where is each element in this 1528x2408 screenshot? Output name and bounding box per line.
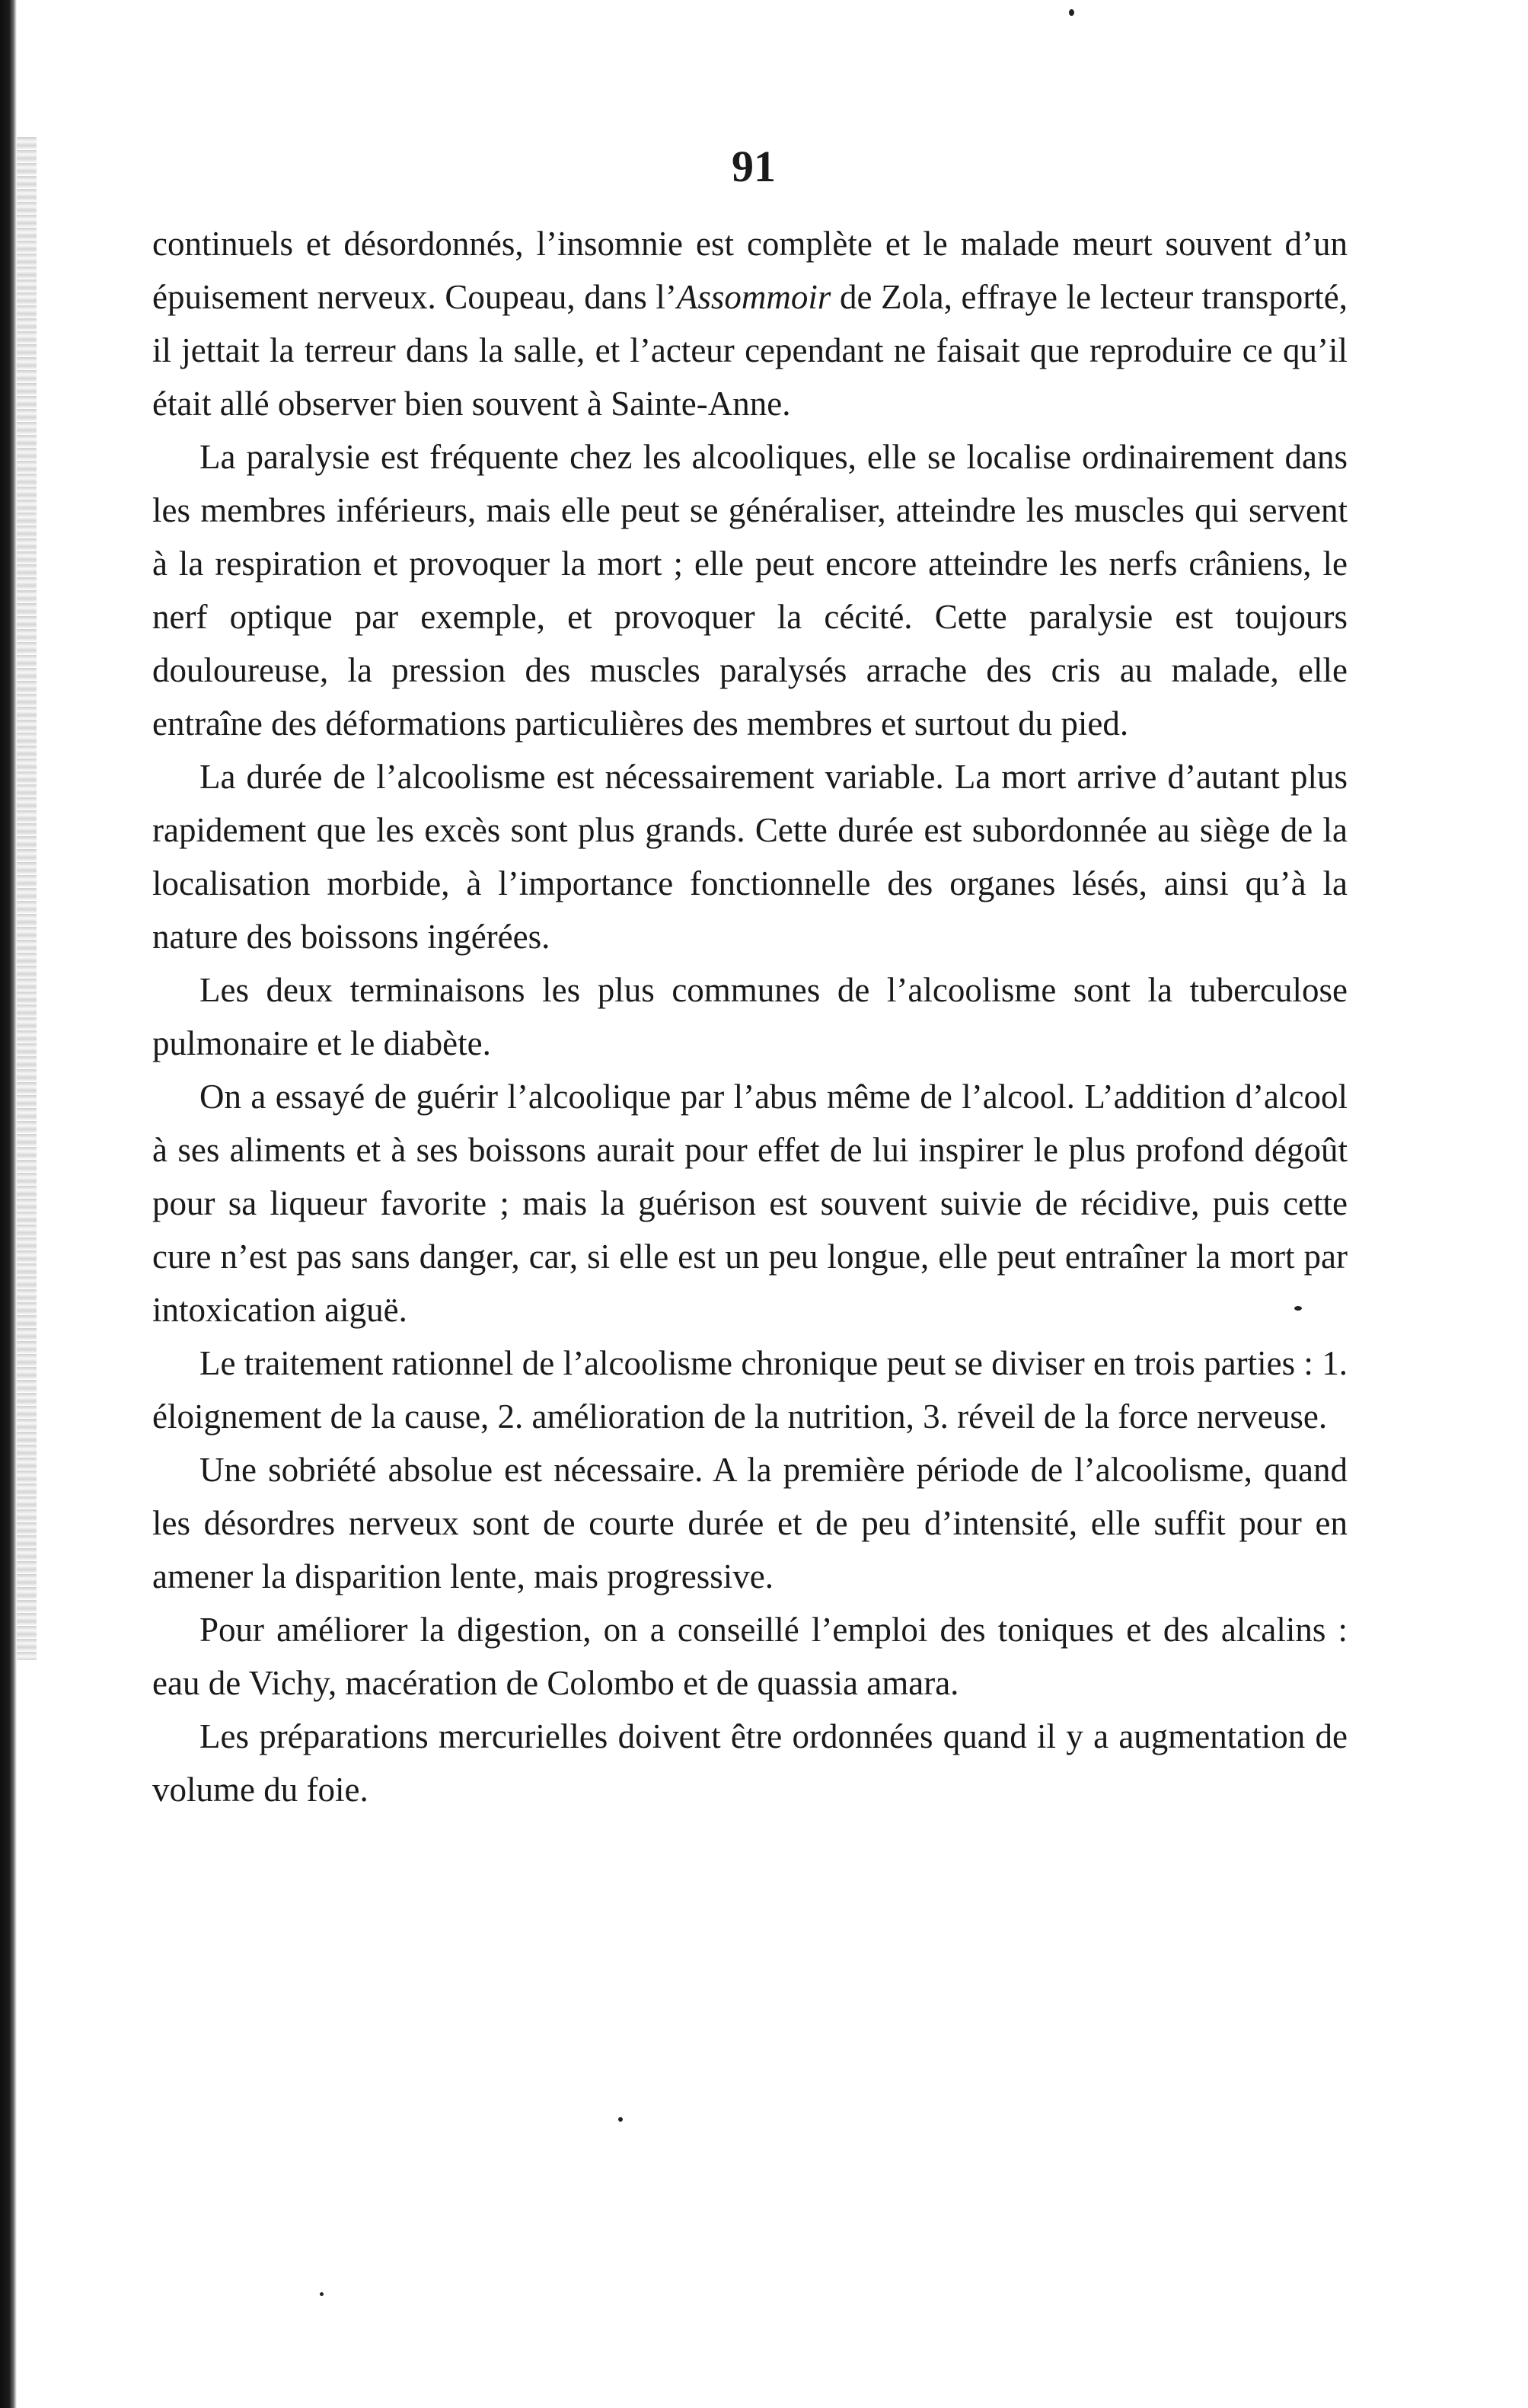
paragraph (152, 1070, 1348, 1337)
page-number: 91 (732, 142, 776, 191)
text-run: La paralysie est fréquente chez les alcooliques, elle se localise ordinairement dans les membres inférieurs, mais elle peut se généraliser, atteindre les muscles qui servent à la respiration et provoquer la mort ; elle peut encore atteindre les nerfs crâniens, le nerf optique par exemple, et provoquer la cécité. Cette paralysie est toujours douloureuse, la pression des muscles paralysés arrache des cris au malade, elle entraîne des déformations particulières des membres et surtout du pied. (152, 438, 1348, 743)
paragraph (152, 217, 1348, 430)
ink-speck (320, 2292, 324, 2296)
paragraph (152, 430, 1348, 750)
text-run: Le traitement rationnel de l’alcoolisme chronique peut se diviser en trois parties : 1. éloignement de la cause, 2. amélioration de la nutrition, 3. réveil de la force nerveuse. (152, 1344, 1348, 1436)
text-run: Les deux terminaisons les plus communes de l’alcoolisme sont la tuberculose pulmonaire et le diabète. (152, 971, 1348, 1062)
text-run: de Zola, effraye le lecteur transporté, il jettait la terreur dans la salle, et l’acteur cependant ne faisait que reproduire ce qu’il était allé observer bien souvent à Sainte-Anne. (152, 278, 1348, 423)
text-run: Les préparations mercurielles doivent être ordonnées quand il y a augmentation de volume du foie. (152, 1717, 1348, 1809)
text-run: Pour améliorer la digestion, on a conseillé l’emploi des toniques et des alcalins : eau de Vichy, macération de Colombo et de quassia amara. (152, 1611, 1348, 1702)
text-run: On a essayé de guérir l’alcoolique par l’abus même de l’alcool. L’addition d’alcool à ses aliments et à ses boissons aurait pour effet de lui inspirer le plus profond dégoût pour sa liqueur favorite ; mais la guérison est souvent suivie de récidive, puis cette cure n’est pas sans danger, car, si elle est un peu longue, elle peut entraîner la mort par intoxication aiguë. (152, 1078, 1348, 1329)
italic-title: Assommoir (676, 278, 831, 316)
text-run: continuels et désordonnés, l’insomnie est complète et le malade meurt souvent d’un épuisement nerveux. Coupeau, dans l’ (152, 225, 1348, 316)
ink-speck (618, 2117, 623, 2122)
body-text (152, 217, 1348, 1816)
paragraph (152, 1443, 1348, 1603)
paragraph (152, 1710, 1348, 1816)
ink-speck (1069, 9, 1074, 16)
binding-shadow (17, 137, 37, 1660)
paragraph (152, 1337, 1348, 1443)
text-run: Une sobriété absolue est nécessaire. A la première période de l’alcoolisme, quand les désordres nerveux sont de courte durée et de peu d’intensité, elle suffit pour en amener la disparition lente, mais progressive. (152, 1451, 1348, 1595)
binding-edge (0, 0, 17, 2408)
paragraph (152, 1603, 1348, 1710)
paragraph (152, 963, 1348, 1070)
text-run: La durée de l’alcoolisme est nécessairement variable. La mort arrive d’autant plus rapidement que les excès sont plus grands. Cette durée est subordonnée au siège de la localisation morbide, à l’importance fonctionnelle des organes lésés, ainsi qu’à la nature des boissons ingérées. (152, 758, 1348, 956)
paragraph (152, 750, 1348, 963)
